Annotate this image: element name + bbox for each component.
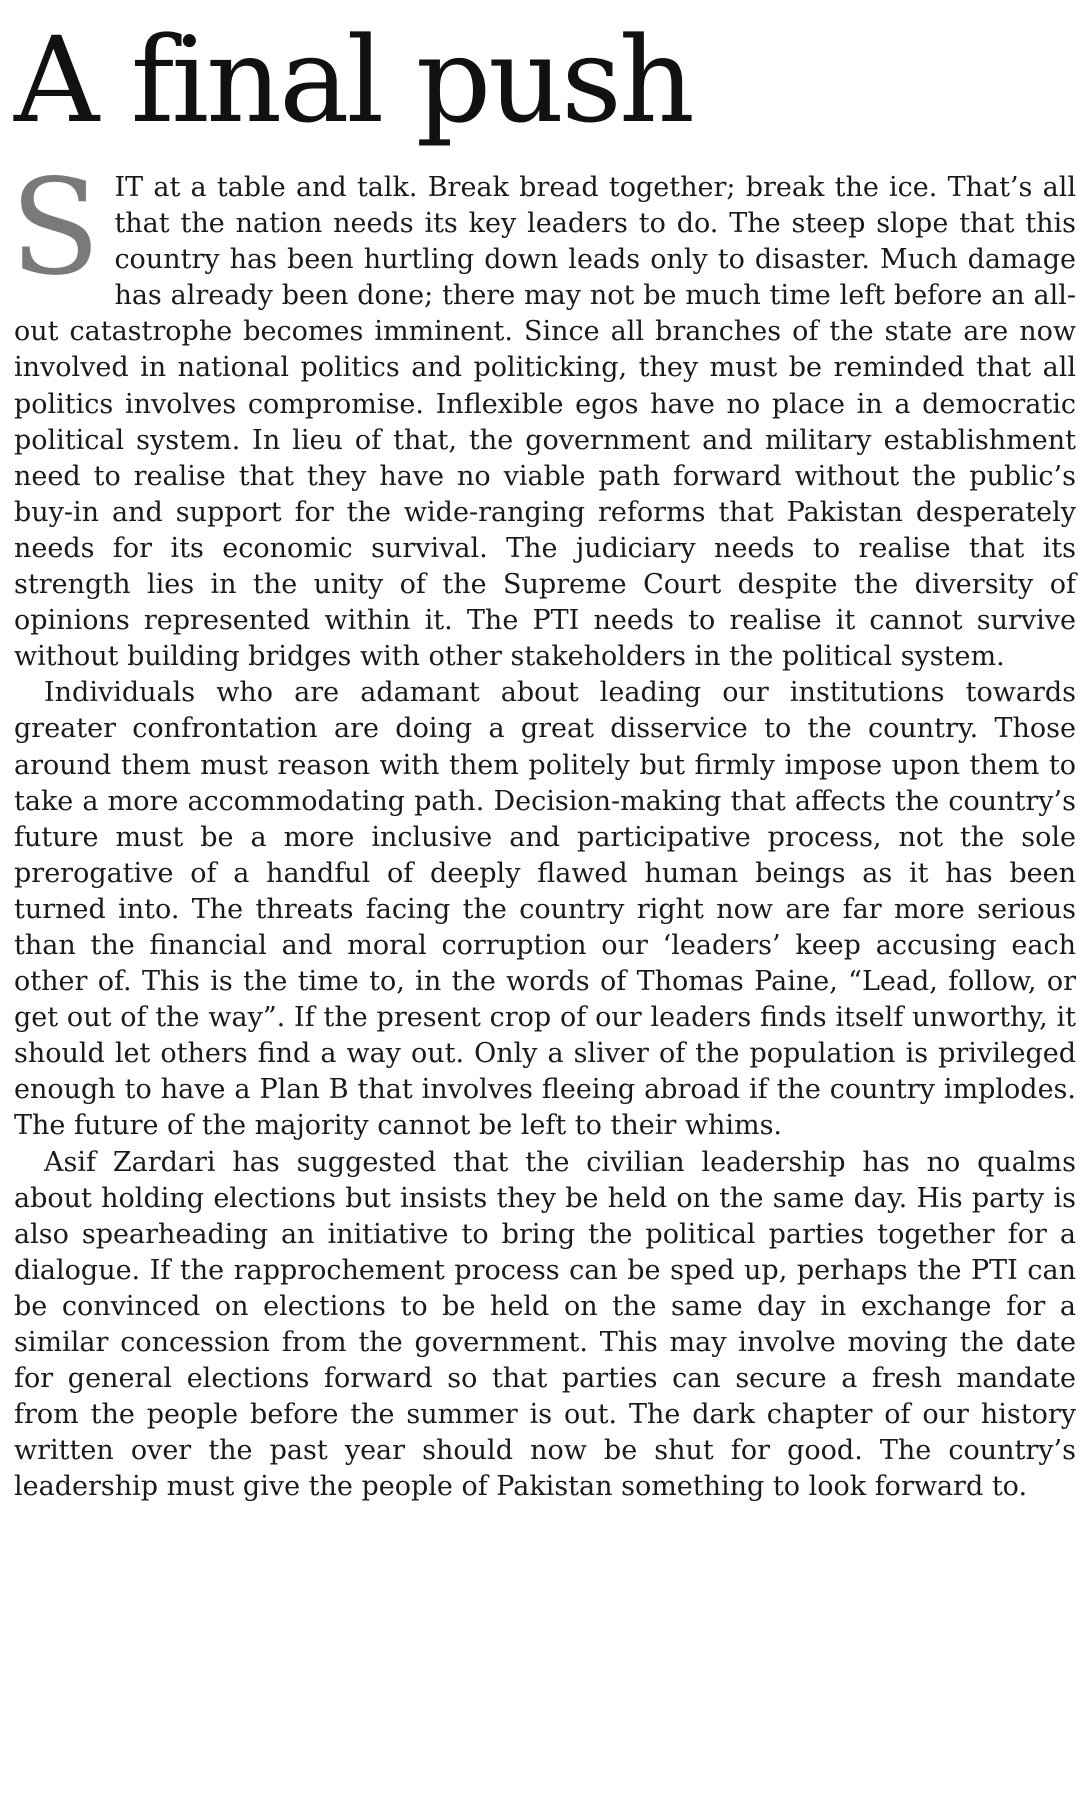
article-body — [10, 151, 1076, 1505]
paragraph-2: Individuals who are adamant about leading our institutions towards greater confrontation are doing a great disservice to the country. Those around them must reason with them politely but firmly impose upon them to take a more accommodating path. Decision-making that affects the country’s future must be a more inclusive and participative process, not the sole prerogative of a handful of deeply flawed human beings as it has been turned into. The threats facing the country right now are far more serious than the financial and moral corruption our ‘leaders’ keep accusing each other of. This is the time to, in the words of Thomas Paine, “Lead, follow, or get out of the way”. If the present crop of our leaders finds itself unworthy, it should let others find a way out. Only a sliver of the population is privileged enough to have a Plan B that involves fleeing abroad if the country implodes. The future of the majority cannot be left to their whims. — [14, 677, 1076, 1142]
paragraph-1 — [10, 151, 1076, 675]
headline: A final push — [14, 11, 692, 149]
drop-cap: S — [10, 151, 101, 305]
paragraph-1-text: IT at a table and talk. Break bread together; break the ice. That’s all that the nation needs its key leaders to do. The steep slope that this country has been hurtling down leads only to disaster. Much damage has already been done; there may not be much time left before an all-out catastrophe becomes imminent. Since all branches of the state are now involved in national politics and politicking, they must be reminded that all politics involves compromise. Inflexible egos have no place in a democratic political system. In lieu of that, the government and military establishment need to realise that they have no viable path forward without the public’s buy-in and support for the wide-ranging reforms that Pakistan desperately needs for its economic survival. The judiciary needs to realise that its strength lies in the unity of the Supreme Court despite the diversity of opinions represented within it. The PTI needs to realise it cannot survive without building bridges with other stakeholders in the political system. — [14, 172, 1076, 673]
paragraph-3: Asif Zardari has suggested that the civilian leadership has no qualms about holding elections but insists they be held on the same day. His party is also spearheading an initiative to bring the political parties together for a dialogue. If the rapprochement process can be sped up, perhaps the PTI can be convinced on elections to be held on the same day in exchange for a similar concession from the government. This may involve moving the date for general elections forward so that parties can secure a fresh mandate from the people before the summer is out. The dark chapter of our history written over the past year should now be shut for good. The country’s leadership must give the people of Pakistan something to look forward to. — [14, 1146, 1076, 1503]
